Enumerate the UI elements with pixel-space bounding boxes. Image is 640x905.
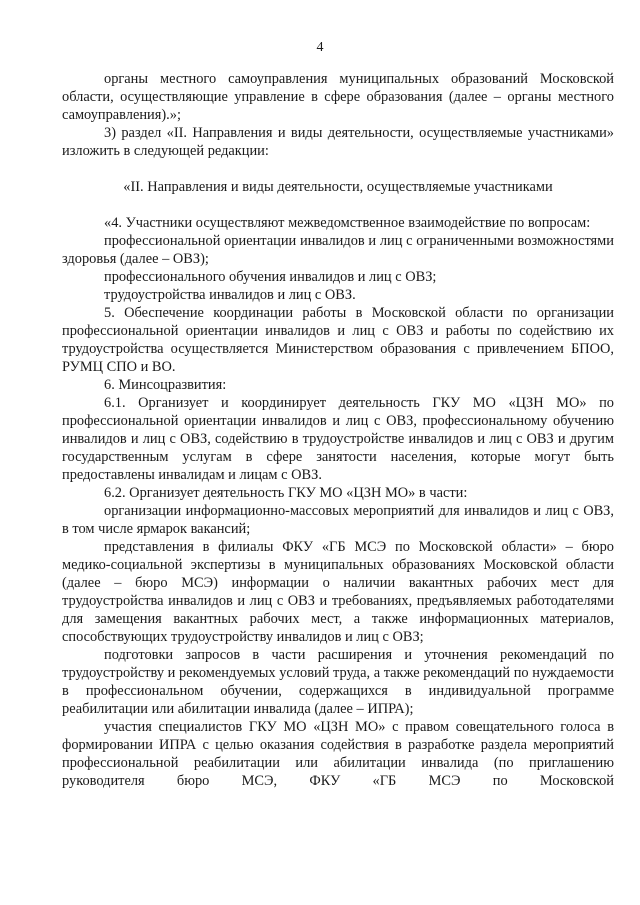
paragraph: 6. Минсоцразвития: [104,377,227,393]
paragraph: 6.2. Организует деятельность ГКУ МО «ЦЗН МО» в части: [104,485,468,501]
paragraph: трудоустройства инвалидов и лиц с ОВЗ. [104,287,356,303]
paragraph: участия специалистов ГКУ МО «ЦЗН МО» с правом совещательного голоса в формировании ИПРА с целью оказания содействия в разработке раздела мероприятий профессиональной реабилитации или абилитации инвалида (по приглашению руководителя бюро МСЭ, ФКУ «ГБ МСЭ по Московской [62,719,614,789]
paragraph: профессионального обучения инвалидов и лиц с ОВЗ; [104,269,437,285]
paragraph: профессиональной ориентации инвалидов и лиц с ограниченными возможностями здоровья (далее – ОВЗ); [62,233,614,267]
paragraph: 5. Обеспечение координации работы в Московской области по организации профессиональной ориентации инвалидов и лиц с ОВЗ и работы по содействию их трудоустройства осуществляется Министерством образования с привлечением БПОО, РУМЦ СПО и ВО. [62,305,614,375]
paragraph: представления в филиалы ФКУ «ГБ МСЭ по Московской области» – бюро медико-социальной экспертизы в муниципальных образованиях Московской области (далее – бюро МСЭ) информации о наличии вакантных рабочих мест для трудоустройства инвалидов и лиц с ОВЗ и требованиях, предъявляемых работодателями для замещения вакантных рабочих мест, а также информационных материалов, способствующих трудоустройству инвалидов и лиц с ОВЗ; [62,539,614,645]
paragraph: организации информационно-массовых мероприятий для инвалидов и лиц с ОВЗ, в том числе ярмарок вакансий; [62,503,614,537]
paragraph: органы местного самоуправления муниципальных образований Московской области, осуществляющие управление в сфере образования (далее – органы местного самоуправления).»; [62,71,614,123]
section-heading: «II. Направления и виды деятельности, осуществляемые участниками [123,179,553,195]
page-number: 4 [316,40,324,55]
paragraph: подготовки запросов в части расширения и уточнения рекомендаций по трудоустройству и рекомендуемых условий труда, а также рекомендаций по нуждаемости в профессиональном обучении, содержащихся в индивидуальной программе реабилитации или абилитации инвалида (далее – ИПРА); [62,647,614,717]
document-body [62,70,614,790]
paragraph: 6.1. Организует и координирует деятельность ГКУ МО «ЦЗН МО» по профессиональной ориентации инвалидов и лиц с ОВЗ, профессиональному обучению инвалидов и лиц с ОВЗ, содействию в трудоустройстве инвалидов и лиц с ОВЗ и другим государственным услугам в сфере занятости населения, которые могут быть предоставлены инвалидам и лицам с ОВЗ. [62,395,614,483]
paragraph: 3) раздел «II. Направления и виды деятельности, осуществляемые участниками» изложить в следующей редакции: [62,125,614,159]
paragraph: «4. Участники осуществляют межведомственное взаимодействие по вопросам: [104,215,591,231]
